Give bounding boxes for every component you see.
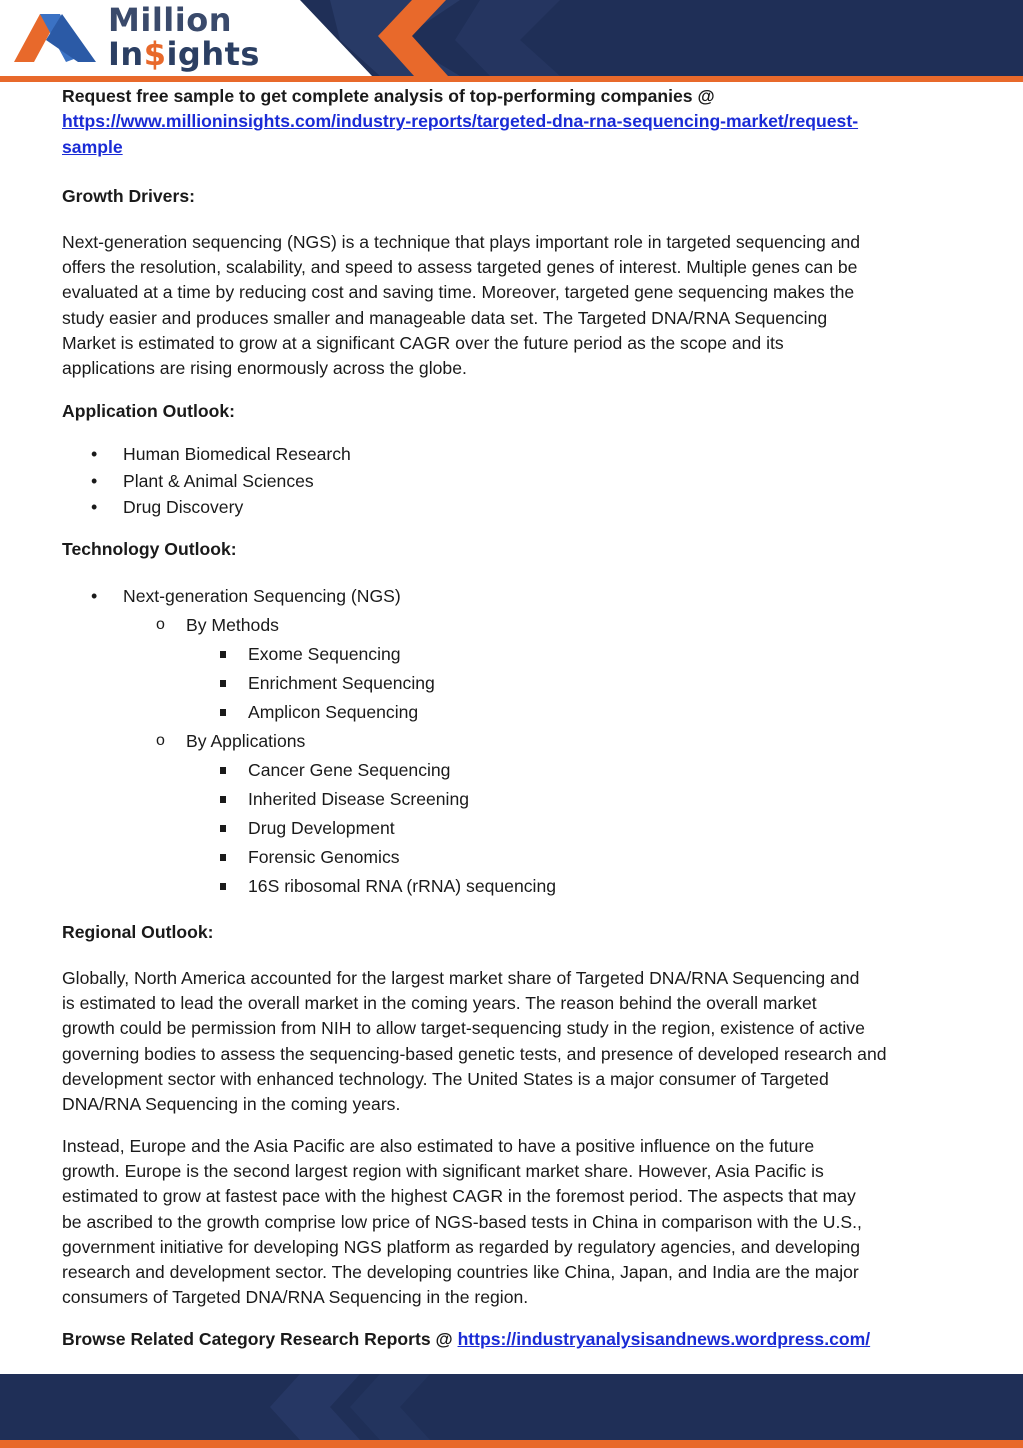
regional-line: growth could be permission from NIH to allow target-sequencing study in the region, existence of active xyxy=(62,1018,865,1039)
regional-paragraph-2 xyxy=(62,1134,967,1310)
browse-line xyxy=(62,1327,967,1352)
list-subsubitem: Cancer Gene Sequencing xyxy=(248,758,450,783)
regional-line: governing bodies to assess the sequencing-based genetic tests, and presence of developed research and xyxy=(62,1043,887,1064)
request-sample-text: Request free sample to get complete analysis of top-performing companies @ xyxy=(62,86,715,106)
list-item: • Drug Discovery xyxy=(123,495,243,520)
logo-wordmark xyxy=(108,1,260,73)
request-sample-link-line2 xyxy=(62,135,967,160)
regional-line: Instead, Europe and the Asia Pacific are also estimated to have a positive influence on the future xyxy=(62,1136,815,1156)
browse-link[interactable]: https://industryanalysisandnews.wordpress.com/ xyxy=(457,1329,871,1349)
application-heading: Application Outlook: xyxy=(62,401,235,421)
list-subsubitem: Enrichment Sequencing xyxy=(248,671,435,696)
regional-line: consumers of Targeted DNA/RNA Sequencing in the region. xyxy=(62,1287,529,1308)
list-subitem: o By Applications xyxy=(186,729,305,754)
regional-heading: Regional Outlook: xyxy=(62,922,214,942)
list-subsubitem: Drug Development xyxy=(248,816,395,841)
list-subsubitem: Amplicon Sequencing xyxy=(248,700,418,725)
regional-line: development sector with enhanced technology. The United States is a major consumer of Targeted xyxy=(62,1068,829,1089)
growth-line: Next-generation sequencing (NGS) is a technique that plays important role in targeted sequencing and xyxy=(62,232,861,252)
regional-line: government initiative for developing NGS platform as regarded by regulatory agencies, and developing xyxy=(62,1236,861,1257)
regional-line: DNA/RNA Sequencing in the coming years. xyxy=(62,1094,401,1115)
request-sample-link[interactable]: https://www.millioninsights.com/industry-reports/targeted-dna-rna-sequencing-market/request- xyxy=(62,111,859,131)
logo-line1: Million xyxy=(108,1,232,39)
growth-line: study easier and produces smaller and manageable data set. The Targeted DNA/RNA Sequencing xyxy=(62,307,828,328)
request-sample-link-line1 xyxy=(62,109,967,134)
growth-line: offers the resolution, scalability, and speed to assess targeted genes of interest. Multiple genes can be xyxy=(62,257,858,278)
list-subsubitem: Forensic Genomics xyxy=(248,845,400,870)
footer-banner xyxy=(0,1374,1023,1448)
regional-line: estimated to grow at fastest pace with the highest CAGR in the foremost period. The aspects that may xyxy=(62,1186,856,1207)
list-item: • Next-generation Sequencing (NGS) xyxy=(123,584,401,609)
request-sample-link-cont[interactable]: sample xyxy=(62,137,123,157)
growth-heading: Growth Drivers: xyxy=(62,186,195,206)
growth-line: applications are rising enormously across the globe. xyxy=(62,358,467,379)
list-item: • Plant & Animal Sciences xyxy=(123,469,314,494)
list-subsubitem: 16S ribosomal RNA (rRNA) sequencing xyxy=(248,874,556,899)
list-subsubitem: Exome Sequencing xyxy=(248,642,401,667)
regional-line: be ascribed to the growth comprise low price of NGS-based tests in China in comparison with the U.S., xyxy=(62,1211,862,1232)
regional-line: growth. Europe is the second largest region with significant market share. However, Asia Pacific is xyxy=(62,1161,824,1182)
application-list xyxy=(62,442,967,522)
technology-heading: Technology Outlook: xyxy=(62,539,237,559)
technology-list xyxy=(62,584,967,896)
regional-line: research and development sector. The developing countries like China, Japan, and India are the major xyxy=(62,1262,859,1283)
growth-paragraph xyxy=(62,230,967,381)
footer-graphic xyxy=(0,1374,1023,1448)
list-subsubitem: Inherited Disease Screening xyxy=(248,787,469,812)
growth-line: Market is estimated to grow at a significant CAGR over the future period as the scope and its xyxy=(62,332,784,353)
list-subitem: o By Methods xyxy=(186,613,279,638)
browse-text: Browse Related Category Research Reports @ xyxy=(62,1329,453,1349)
regional-line: Globally, North America accounted for the largest market share of Targeted DNA/RNA Sequencing and xyxy=(62,968,860,988)
regional-line: is estimated to lead the overall market in the coming years. The reason behind the overall market xyxy=(62,993,817,1014)
logo-line2: In$ights xyxy=(108,35,260,73)
header-banner xyxy=(0,0,1023,82)
list-item: • Human Biomedical Research xyxy=(123,442,351,467)
growth-line: evaluated at a time by reducing cost and saving time. Moreover, targeted gene sequencing makes the xyxy=(62,282,855,303)
regional-paragraph-1 xyxy=(62,966,967,1117)
